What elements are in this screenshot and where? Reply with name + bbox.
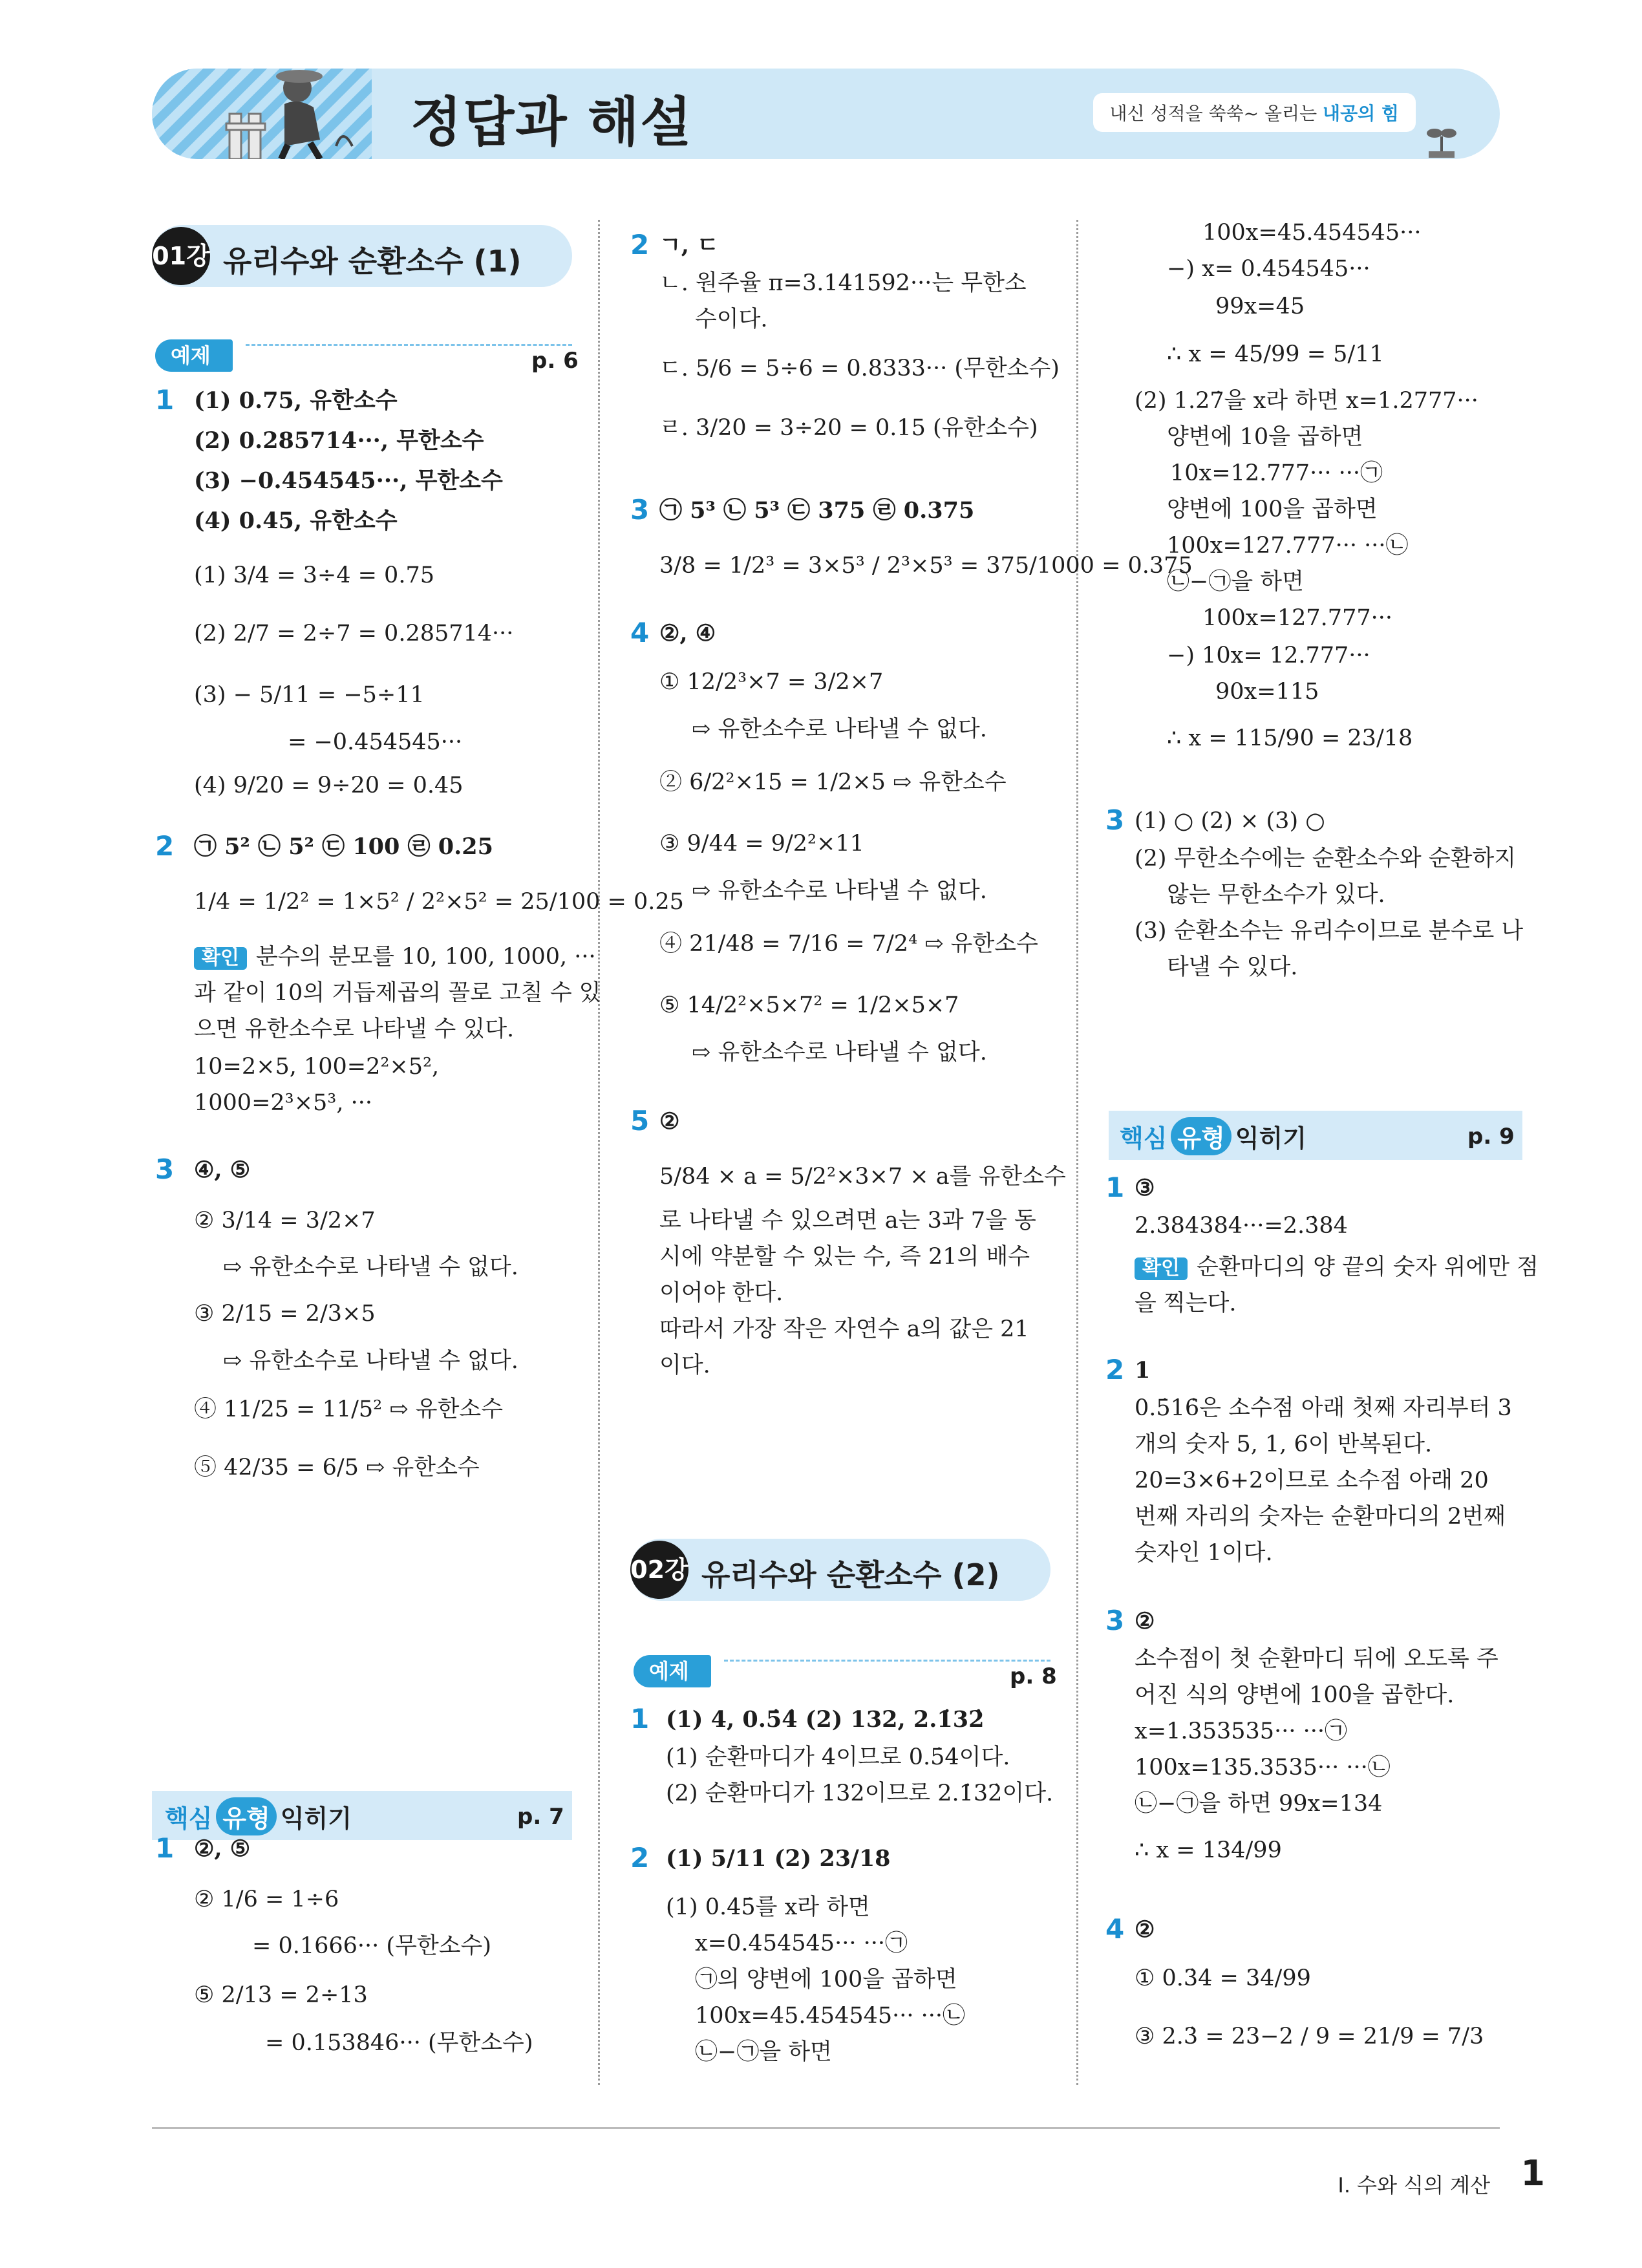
confirm-text: 분수의 분모를 10, 100, 1000, ··· xyxy=(255,944,596,970)
core-label: 핵심 xyxy=(1120,1124,1168,1153)
page-title: 정답과 해설 xyxy=(410,92,693,153)
question-number: 1 xyxy=(630,1703,650,1735)
solution-line: ㄷ. 5/6 = 5÷6 = 0.8333··· (무한소수) xyxy=(659,356,1060,381)
question-number: 2 xyxy=(155,830,175,862)
solution-line: ④ 11/25 = 11/5² ⇨ 유한소수 xyxy=(194,1396,504,1422)
slogan-brand: 내공의 힘 xyxy=(1323,103,1399,124)
solution-line: ㄱ, ㄷ xyxy=(659,232,719,259)
question-number: 3 xyxy=(1105,1605,1125,1636)
solution-line: 100x=127.777··· ···㉡ xyxy=(1167,533,1409,559)
question-number: 4 xyxy=(1105,1913,1125,1945)
solution-line: 5/84 × a = 5/2²×3×7 × a를 유한소수 xyxy=(659,1164,1066,1190)
solution-line: ⇨ 유한소수로 나타낼 수 없다. xyxy=(692,878,987,904)
solution-line: 3/8 = 1/2³ = 3×5³ / 2³×5³ = 375/1000 = 0.375 xyxy=(659,553,1193,579)
solution-line: (3) 순환소수는 유리수이므로 분수로 나 xyxy=(1135,918,1524,944)
solution-line: (1) ○ (2) × (3) ○ xyxy=(1135,808,1325,834)
solution-line: ④, ⑤ xyxy=(194,1157,251,1183)
solution-line: 2.384384···=2.3̇84̇ xyxy=(1135,1213,1348,1239)
solution-line: −) 10x= 12.777··· xyxy=(1167,643,1370,669)
example-tag: 예제 xyxy=(634,1655,711,1687)
solution-line: ③ xyxy=(1135,1175,1155,1201)
solution-line: ① 0.3̇4̇ = 34/99 xyxy=(1135,1965,1311,1991)
solution-line: 양변에 100을 곱하면 xyxy=(1167,497,1378,522)
gardener-illustration xyxy=(223,69,372,159)
question-number: 2 xyxy=(630,1842,650,1874)
question-number: 2 xyxy=(1105,1354,1125,1385)
core-type-title xyxy=(165,1797,352,1835)
page-reference: p. 9 xyxy=(1467,1124,1515,1150)
example-tag: 예제 xyxy=(155,339,233,372)
solution-line: ④ 21/48 = 7/16 = 7/2⁴ ⇨ 유한소수 xyxy=(659,931,1038,957)
solution-line: x=0.454545··· ···㉠ xyxy=(695,1931,908,1956)
solution-line: (1) 0.4̇5̇를 x라 하면 xyxy=(666,1894,870,1920)
solution-line: ② xyxy=(1135,1916,1155,1943)
solution-line: 을 찍는다. xyxy=(1135,1290,1237,1316)
example-rule xyxy=(724,1660,1050,1662)
question-number: 1 xyxy=(1105,1171,1125,1203)
solution-line: ② xyxy=(1135,1608,1155,1634)
solution-line: (3) −0.454545···, 무한소수 xyxy=(194,467,503,494)
solution-line: ③ 2.3̇ = 23−2 / 9 = 21/9 = 7/3 xyxy=(1135,2024,1484,2049)
solution-line: 100x=45.454545··· ···㉡ xyxy=(695,2003,966,2029)
page-number: 1 xyxy=(1520,2153,1545,2194)
core-type-title xyxy=(1120,1117,1306,1155)
solution-line: 0.5̇16̇은 소수점 아래 첫째 자리부터 3 xyxy=(1135,1395,1512,1421)
solution-line: ⑤ 42/35 = 6/5 ⇨ 유한소수 xyxy=(194,1455,480,1481)
slogan-text: 내신 성적을 쑥쑥~ 올리는 xyxy=(1109,103,1323,124)
solution-line: ⇨ 유한소수로 나타낼 수 없다. xyxy=(223,1254,518,1280)
solution-line: ㉡−㉠을 하면 xyxy=(1167,569,1304,595)
solution-line: 않는 무한소수가 있다. xyxy=(1167,882,1385,908)
lesson-heading-01 xyxy=(152,225,572,287)
solution-line: 20=3×6+2이므로 소수점 아래 20 xyxy=(1135,1468,1489,1493)
solution-line: ① 12/2³×7 = 3/2×7 xyxy=(659,669,884,695)
solution-line: ㉠ 5² ㉡ 5² ㉢ 100 ㉣ 0.25 xyxy=(194,833,493,860)
solution-line: ② 6/2²×15 = 1/2×5 ⇨ 유한소수 xyxy=(659,769,1007,795)
solution-line: (1) 5/11 (2) 23/18 xyxy=(666,1845,891,1872)
solution-line: 타낼 수 있다. xyxy=(1167,954,1298,980)
solution-line: 1000=2³×5³, ··· xyxy=(194,1090,372,1116)
solution-line: = 0.153846··· (무한소수) xyxy=(265,2030,533,2056)
solution-line: ⇨ 유한소수로 나타낼 수 없다. xyxy=(223,1348,518,1374)
solution-line: 숫자인 1이다. xyxy=(1135,1540,1273,1566)
solution-line: ㉡−㉠을 하면 99x=134 xyxy=(1135,1791,1383,1817)
solution-line: (4) 0.45, 유한소수 xyxy=(194,508,398,534)
confirm-note xyxy=(1135,1254,1539,1280)
solution-line: x=1.353535··· ···㉠ xyxy=(1135,1718,1347,1744)
solution-line: 이다. xyxy=(659,1353,710,1378)
solution-line: 10=2×5, 100=2²×5², xyxy=(194,1054,440,1080)
core-bubble: 유형 xyxy=(216,1797,276,1835)
solution-line: 양변에 10을 곱하면 xyxy=(1167,424,1363,450)
solution-line: 수이다. xyxy=(695,306,768,332)
solution-line: 99x=45 xyxy=(1215,294,1305,319)
solution-line: −) x= 0.454545··· xyxy=(1167,256,1370,282)
question-number: 3 xyxy=(1105,804,1125,836)
footer-rule xyxy=(152,2127,1500,2129)
core-label-after: 익히기 xyxy=(280,1804,352,1833)
solution-line: 100x=127.777··· xyxy=(1202,605,1392,631)
column-divider-2 xyxy=(1076,220,1078,2085)
confirm-tag: 확인 xyxy=(1135,1257,1188,1280)
solution-line: 으면 유한소수로 나타낼 수 있다. xyxy=(194,1016,515,1042)
solution-line: (3) − 5/11 = −5÷11 xyxy=(194,682,425,708)
solution-line: ②, ⑤ xyxy=(194,1835,251,1862)
solution-line: 과 같이 10의 거듭제곱의 꼴로 고칠 수 있 xyxy=(194,980,601,1006)
confirm-note xyxy=(194,944,596,970)
solution-line: 100x=45.454545··· xyxy=(1202,220,1422,246)
page-reference: p. 8 xyxy=(1010,1664,1057,1689)
question-number: 3 xyxy=(630,494,650,526)
solution-line: 어진 식의 양변에 100을 곱한다. xyxy=(1135,1682,1455,1708)
solution-line: 번째 자리의 숫자는 순환마디의 2번째 xyxy=(1135,1504,1506,1530)
solution-line: ㄴ. 원주율 π=3.141592···는 무한소 xyxy=(659,270,1027,296)
solution-line: (1) 3/4 = 3÷4 = 0.75 xyxy=(194,562,434,588)
solution-line: ∴ x = 134/99 xyxy=(1135,1837,1282,1863)
lesson-heading-02 xyxy=(630,1539,1050,1601)
solution-line: (2) 1.27̇을 x라 하면 x=1.2777··· xyxy=(1135,388,1478,414)
solution-line: 따라서 가장 작은 자연수 a의 값은 21 xyxy=(659,1316,1029,1342)
solution-line: ②, ④ xyxy=(659,620,716,647)
page-header-band xyxy=(152,69,1500,159)
question-number: 5 xyxy=(630,1105,650,1137)
solution-line: ③ 2/15 = 2/3×5 xyxy=(194,1301,376,1327)
lesson-badge: 01강 xyxy=(152,227,210,285)
example-rule xyxy=(246,344,572,346)
solution-line: 1 xyxy=(1135,1357,1151,1384)
question-number: 1 xyxy=(155,384,175,416)
solution-line: ∴ x = 45/99 = 5/11 xyxy=(1167,341,1384,367)
confirm-tag: 확인 xyxy=(194,947,247,970)
sprout-icon xyxy=(1419,114,1464,159)
solution-line: 100x=135.3535··· ···㉡ xyxy=(1135,1755,1391,1781)
solution-line: 10x=12.777··· ···㉠ xyxy=(1170,460,1383,486)
solution-line: (2) 2/7 = 2÷7 = 0.285714··· xyxy=(194,621,514,647)
question-number: 4 xyxy=(630,617,650,648)
solution-line: ③ 9/44 = 9/2²×11 xyxy=(659,831,864,857)
solution-line: 이어야 한다. xyxy=(659,1280,784,1306)
question-number: 2 xyxy=(630,229,650,261)
core-bubble: 유형 xyxy=(1171,1117,1231,1155)
solution-line: 1/4 = 1/2² = 1×5² / 2²×5² = 25/100 = 0.25 xyxy=(194,889,684,915)
solution-line: = 0.1666··· (무한소수) xyxy=(252,1933,491,1959)
chapter-label: Ⅰ. 수와 식의 계산 xyxy=(1338,2173,1490,2198)
page-reference: p. 6 xyxy=(531,348,579,374)
solution-line: (2) 0.285714···, 무한소수 xyxy=(194,427,484,454)
solution-line: (2) 순환마디가 132이므로 2.1̇32̇이다. xyxy=(666,1781,1054,1806)
core-label-after: 익히기 xyxy=(1235,1124,1306,1153)
solution-line: ㄹ. 3/20 = 3÷20 = 0.15 (유한소수) xyxy=(659,415,1038,441)
solution-line: ㉠의 양변에 100을 곱하면 xyxy=(695,1967,957,1993)
lesson-title: 유리수와 순환소수 (1) xyxy=(223,244,522,279)
solution-line: 90x=115 xyxy=(1215,679,1319,705)
lesson-title: 유리수와 순환소수 (2) xyxy=(701,1557,1000,1592)
solution-line: ⇨ 유한소수로 나타낼 수 없다. xyxy=(692,716,987,742)
solution-line: (2) 무한소수에는 순환소수와 순환하지 xyxy=(1135,846,1517,872)
solution-line: 로 나타낼 수 있으려면 a는 3과 7을 동 xyxy=(659,1208,1036,1234)
solution-line: ㉡−㉠을 하면 xyxy=(695,2039,832,2065)
solution-line: (1) 0.75, 유한소수 xyxy=(194,387,398,414)
header-slogan xyxy=(1093,93,1416,132)
solution-line: (4) 9/20 = 9÷20 = 0.45 xyxy=(194,773,464,798)
solution-line: (1) 순환마디가 4이므로 0.5̇4̇이다. xyxy=(666,1744,1010,1770)
solution-line: ② xyxy=(659,1108,680,1135)
question-number: 1 xyxy=(155,1832,175,1864)
solution-line: ⇨ 유한소수로 나타낼 수 없다. xyxy=(692,1040,987,1065)
solution-line: ⑤ 14/2²×5×7² = 1/2×5×7 xyxy=(659,992,959,1018)
core-label: 핵심 xyxy=(165,1804,213,1833)
solution-line: ② 3/14 = 3/2×7 xyxy=(194,1208,376,1234)
question-number: 3 xyxy=(155,1153,175,1185)
solution-line: 시에 약분할 수 있는 수, 즉 21의 배수 xyxy=(659,1244,1030,1270)
solution-line: 개의 숫자 5, 1, 6이 반복된다. xyxy=(1135,1431,1433,1457)
solution-line: 소수점이 첫 순환마디 뒤에 오도록 주 xyxy=(1135,1646,1498,1672)
solution-line: = −0.454545··· xyxy=(288,729,463,755)
page-reference: p. 7 xyxy=(517,1804,564,1830)
confirm-text: 순환마디의 양 끝의 숫자 위에만 점 xyxy=(1196,1254,1539,1280)
solution-line: ㉠ 5³ ㉡ 5³ ㉢ 375 ㉣ 0.375 xyxy=(659,497,975,524)
solution-line: ② 1/6 = 1÷6 xyxy=(194,1887,339,1912)
column-divider-1 xyxy=(598,220,600,2085)
solution-line: ⑤ 2/13 = 2÷13 xyxy=(194,1982,368,2008)
lesson-badge: 02강 xyxy=(630,1541,688,1599)
solution-line: ∴ x = 115/90 = 23/18 xyxy=(1167,725,1413,751)
solution-line: (1) 4, 0.5̇4̇ (2) 132, 2.1̇32̇ xyxy=(666,1706,985,1733)
